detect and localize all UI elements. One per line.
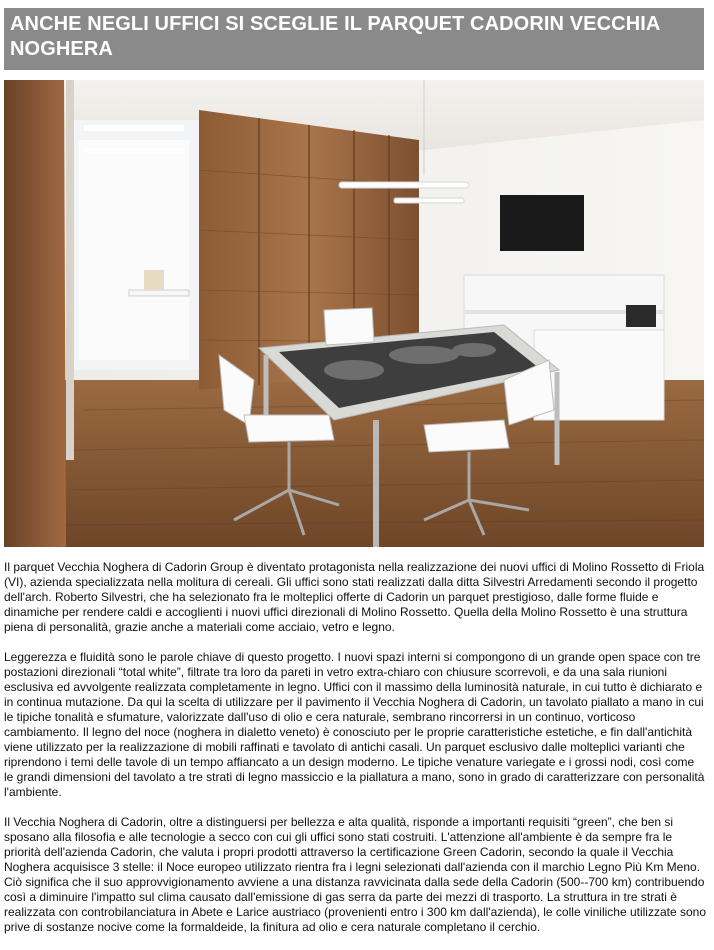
article-paragraph-3: Il Vecchia Noghera di Cadorin, oltre a distinguersi per bellezza e alta qualità, risponde a importanti requisiti “green”, che ben si sposano alla filosofia e alle tecnologie a secco con cui gli uffici sono stati costruiti. L'attenzione all'ambiente è da sempre fra le priorità dell'azienda Cadorin, che valuta i propri prodotti attraverso la certificazione Green Cadorin, secondo la quale il Vecchia Noghera acquisisce 3 stelle: il Noce europeo utilizzato rientra fra i legni selezionati dall'azienda con il marchio Legno Più Km Meno. Ciò significa che il suo approvvigionamento avviene a una distanza ravvicinata dalla sede della Cadorin (500--700 km) contribuendo così a diminuire l'impatto sul clima causato dall'emissione di gas serra da parte dei mezzi di trasporto. La struttura in tre strati è realizzata con controbilanciatura in Abete e Larice austriaco (provenienti entro i 300 km dall'azienda), le colle viniliche utilizzate sono prive di sostanze nocive come la formaldeide, la finitura ad olio e cera naturale completano il cerchio. [4,815,707,934]
article-header [4,8,704,70]
article-title: ANCHE NEGLI UFFICI SI SCEGLIE IL PARQUET CADORIN VECCHIA NOGHERA [10,13,660,60]
article-paragraph-2: Leggerezza e fluidità sono le parole chiave di questo progetto. I nuovi spazi interni si compongono di un grande open space con tre postazioni direzionali “total white”, filtrate tra loro da pareti in vetro extra-chiaro con chiusure scorrevoli, e da una sala riunioni esclusiva ed avvolgente realizzata completamente in legno. Uffici con il massimo della luminosità naturale, in cui tutto è dichiarato e in continua mutazione. Da qui la scelta di utilizzare per il pavimento il Vecchia Noghera di Cadorin, un tavolato piallato a mano in cui le tipiche tonalità e sfumature, valorizzate dall'uso di olio e cera naturale, sembrano rincorrersi in un continuo, vorticoso cambiamento. Il legno del noce (noghera in dialetto veneto) è conosciuto per le proprie caratteristiche estetiche, e fin dall'antichità viene utilizzato per la realizzazione di mobili raffinati e tavolato di antichi casali. Un parquet esclusivo dalle molteplici varianti che riprendono i temi delle tavole di un tempo affiancato a un design moderno. Le tipiche venature variegate e i grossi nodi, così come le grandi dimensioni del tavolato a tre strati di legno massiccio e la piallatura a mano, sono in grado di caratterizzare con personalità l'ambiente. [4,650,705,799]
article-body [4,560,706,950]
office-interior-photo [4,80,704,547]
article-paragraph-1: Il parquet Vecchia Noghera di Cadorin Group è diventato protagonista nella realizzazione dei nuovi uffici di Molino Rossetto di Friola (VI), azienda specializzata nella molitura di cereali. Gli uffici sono stati realizzati dalla ditta Silvestri Arredamenti secondo il progetto dell'arch. Roberto Silvestri, che ha selezionato fra le molteplici offerte di Cadorin un parquet prestigioso, dalle forme fluide e dinamiche per rendere caldi e accoglienti i nuovi uffici direzionali di Molino Rossetto. Quella della Molino Rossetto è una struttura piena di personalità, grazie anche a materiali come acciaio, vetro e legno. [4,560,705,634]
